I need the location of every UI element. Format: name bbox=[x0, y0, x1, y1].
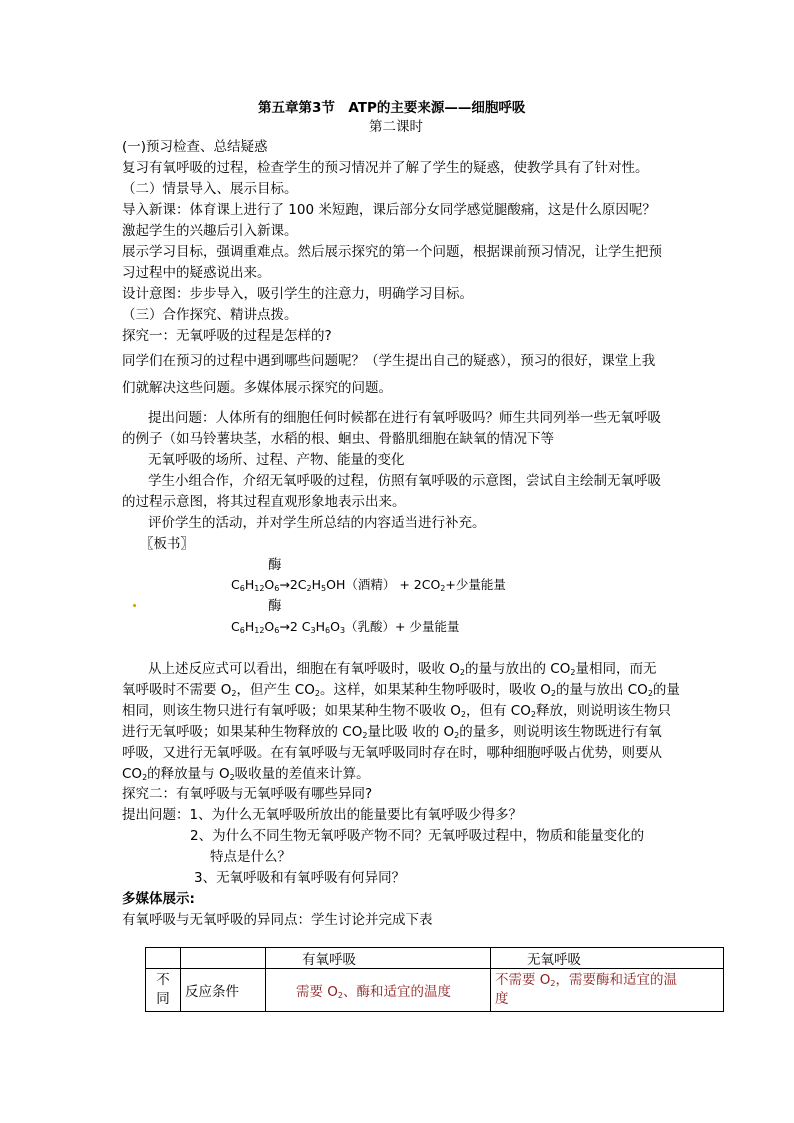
reaction-para-line-3: 相同，则该生物只进行有氧呼吸；如果某种生物不吸收 $O_2$，但有 $CO_2$释放，则说明该生物只 bbox=[122, 703, 671, 719]
question-2: 2、为什么不同生物无氧呼吸产物不同？无氧呼吸过程中，物质和能量变化的 bbox=[190, 828, 645, 844]
equation-lactic: $C_6H_{12}O_6\to 2$ $C_3H_6O_3$（乳酸）+ 少量能量 bbox=[231, 619, 460, 635]
section-2-para-1: 导入新课：体育课上进行了 100 米短跑，课后部分女同学感觉腿酸痛，这是什么原因呢？ bbox=[122, 202, 656, 218]
enzyme-label-2: 酶 bbox=[268, 598, 282, 614]
row-group-different: 不 同 bbox=[146, 969, 181, 1012]
explore-1-para-1: 同学们在预习的过程中遇到哪些问题呢？（学生提出自己的疑惑），预习的很好，课堂上我 bbox=[122, 353, 656, 369]
document-title: 第五章第3节 ATP的主要来源——细胞呼吸 bbox=[258, 100, 526, 116]
section-1-body: 复习有氧呼吸的过程，检查学生的预习情况并了解了学生的疑惑，使教学具有了针对性。 bbox=[122, 160, 649, 176]
explore-1-para-3: 无氧呼吸的场所、过程、产物、能量的变化 bbox=[148, 452, 405, 468]
reaction-para-line-2: 氧呼吸时不需要 $O_2$，但产生 $CO_2$。这样，如果某种生物呼吸时，吸收 $O_2$的量与放出 $CO_2$的量 bbox=[122, 682, 680, 698]
question-1: 提出问题：1、为什么无氧呼吸所放出的能量要比有氧呼吸少得多？ bbox=[122, 807, 523, 823]
section-2-heading: （二）情景导入、展示目标。 bbox=[122, 181, 298, 197]
question-2-cont: 特点是什么？ bbox=[210, 849, 291, 865]
table-corner-cell bbox=[146, 948, 181, 969]
reaction-para-line-6: $CO_2$的释放量与 $O_2$吸收量的差值来计算。 bbox=[122, 766, 370, 782]
reaction-para-line-4: 进行无氧呼吸；如果某种生物释放的 $CO_2$量比吸 收的 $O_2$的量多，则说明该生物既进行有氧 bbox=[122, 724, 662, 740]
explore-1-heading: 探究一：无氧呼吸的过程是怎样的? bbox=[122, 328, 332, 344]
header-anaerobic: 无氧呼吸 bbox=[491, 948, 724, 969]
section-1-heading: (一)预习检查、总结疑惑 bbox=[122, 139, 268, 155]
section-2-para-2: 展示学习目标，强调重难点。然后展示探究的第一个问题，根据课前预习情况，让学生把预 bbox=[122, 244, 662, 260]
explore-1-para-1-cont: 们就解决这些问题。多媒体展示探究的问题。 bbox=[122, 380, 392, 396]
reaction-para-line-1: 从上述反应式可以看出，细胞在有氧呼吸时，吸收 $O_2$的量与放出的 $CO_2$量相同，而无 bbox=[148, 661, 657, 677]
document-subtitle: 第二课时 bbox=[369, 119, 423, 135]
explore-1-para-4-cont: 的过程示意图，将其过程直观形象地表示出来。 bbox=[122, 494, 406, 510]
explore-2-heading: 探究二：有氧呼吸与无氧呼吸有哪些异同? bbox=[122, 786, 373, 802]
equation-alcohol: $C_6H_{12}O_6\to 2C_2H_5OH$（酒精） + $2CO_2+$少量能量 bbox=[231, 577, 506, 593]
section-3-heading: （三）合作探究、精讲点拨。 bbox=[122, 307, 298, 323]
cell-aerobic-conditions: 需要 $O_2$、酶和适宜的温度 bbox=[266, 969, 491, 1012]
bullet-dot bbox=[133, 604, 136, 607]
table-empty-header-cell bbox=[181, 948, 266, 969]
comparison-table bbox=[145, 947, 724, 1012]
section-2-para-2-cont: 习过程中的疑惑说出来。 bbox=[122, 265, 271, 281]
cell-anaerobic-conditions: 不需要 $O_2$，需要酶和适宜的温 度 bbox=[491, 969, 724, 1012]
table-header-row bbox=[146, 948, 724, 969]
table-row bbox=[146, 969, 724, 1012]
row-label-reaction-conditions: 反应条件 bbox=[181, 969, 266, 1012]
explore-1-para-4: 学生小组合作，介绍无氧呼吸的过程，仿照有氧呼吸的示意图，尝试自主绘制无氧呼吸 bbox=[148, 473, 661, 489]
enzyme-label-1: 酶 bbox=[268, 557, 282, 573]
board-label: 〖板书〗 bbox=[140, 536, 194, 552]
header-aerobic: 有氧呼吸 bbox=[266, 948, 491, 969]
explore-1-para-2: 提出问题：人体所有的细胞任何时候都在进行有氧呼吸吗？师生共同列举一些无氧呼吸 bbox=[148, 410, 661, 426]
table-intro: 有氧呼吸与无氧呼吸的异同点：学生讨论并完成下表 bbox=[122, 912, 433, 928]
reaction-para-line-5: 呼吸，又进行无氧呼吸。在有氧呼吸与无氧呼吸同时存在时，哪种细胞呼吸占优势，则要从 bbox=[122, 745, 662, 761]
question-3: 3、无氧呼吸和有氧呼吸有何异同？ bbox=[194, 870, 406, 886]
media-heading: 多媒体展示: bbox=[122, 891, 195, 907]
section-2-para-1-cont: 激起学生的兴趣后引入新课。 bbox=[122, 223, 298, 239]
explore-1-para-2-cont: 的例子（如马铃薯块茎，水稻的根、蛔虫、骨骼肌细胞在缺氧的情况下等 bbox=[122, 431, 554, 447]
explore-1-para-5: 评价学生的活动，并对学生所总结的内容适当进行补充。 bbox=[148, 515, 486, 531]
section-2-para-3: 设计意图：步步导入，吸引学生的注意力，明确学习目标。 bbox=[122, 286, 473, 302]
